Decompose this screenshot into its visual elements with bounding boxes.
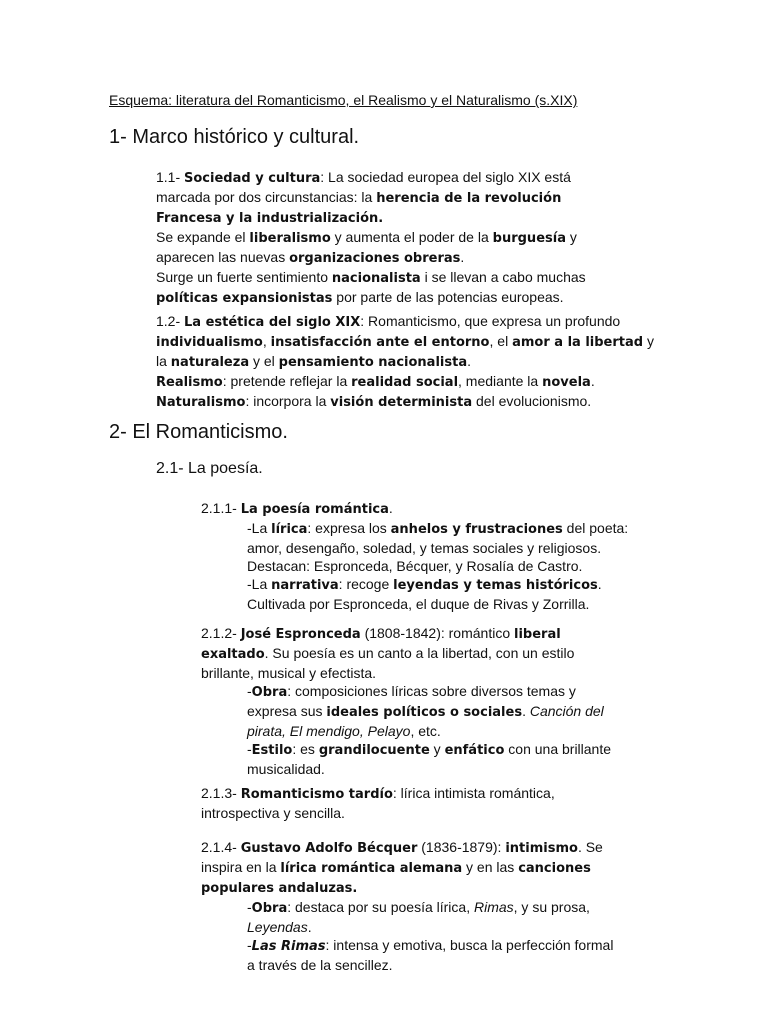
bold-text: Obra xyxy=(251,901,288,916)
bold-text: nacionalista xyxy=(331,271,421,286)
bold-text: lírica romántica alemana xyxy=(280,861,463,876)
bold-text: organizaciones obreras xyxy=(289,251,461,266)
text-line xyxy=(201,557,628,575)
text-line xyxy=(201,784,555,804)
text-span: - xyxy=(247,683,252,699)
text-span: , etc. xyxy=(410,723,441,739)
text-span: : destaca por su poesía lírica, xyxy=(287,899,474,915)
bold-text: Estilo xyxy=(251,743,293,758)
bold-text: Gustavo Adolfo Bécquer xyxy=(240,841,418,856)
bold-text: herencia de la revolución xyxy=(376,191,562,206)
text-line xyxy=(201,702,611,722)
bold-text: La poesía romántica xyxy=(240,502,389,517)
text-span: del poeta: xyxy=(562,520,629,536)
text-line xyxy=(156,168,586,188)
text-span: . xyxy=(522,703,530,719)
text-span: : expresa los xyxy=(307,520,391,536)
text-span: (1836-1879): xyxy=(417,839,506,855)
text-span: : intensa y emotiva, busca la perfección formal xyxy=(325,937,614,953)
text-span: la xyxy=(156,353,171,369)
text-span: con una brillante xyxy=(504,741,612,757)
bold-text: leyendas y temas históricos xyxy=(393,578,598,593)
italic-text: Leyendas xyxy=(247,919,308,935)
bold-text: burguesía xyxy=(492,231,566,246)
text-line xyxy=(201,664,611,682)
bold-text: exaltado xyxy=(201,647,265,662)
text-line xyxy=(156,268,586,288)
text-span: -La xyxy=(247,576,272,592)
text-span: . Su poesía es un canto a la libertad, con un estilo xyxy=(264,645,575,661)
section-1-2-paragraph xyxy=(156,312,654,412)
text-span: . xyxy=(460,249,465,265)
text-span: -La xyxy=(247,520,272,536)
text-line xyxy=(156,392,654,412)
text-line xyxy=(201,918,613,936)
text-span: y xyxy=(429,741,445,757)
text-line xyxy=(156,208,586,228)
text-line xyxy=(201,898,613,918)
text-line xyxy=(201,858,613,878)
bold-text: canciones xyxy=(518,861,591,876)
bold-text: novela xyxy=(542,375,591,390)
italic-text: pirata, El mendigo, Pelayo xyxy=(247,723,411,739)
text-span: , y su prosa, xyxy=(513,899,590,915)
text-span: , mediante la xyxy=(458,373,543,389)
bold-text: liberalismo xyxy=(249,231,331,246)
text-line xyxy=(201,956,613,974)
italic-text: Canción del xyxy=(529,703,604,719)
text-span: : La sociedad europea del siglo XIX está xyxy=(320,169,571,185)
text-span: Surge un fuerte sentimiento xyxy=(156,269,332,285)
bold-italic-text: Las Rimas xyxy=(251,939,326,954)
text-line xyxy=(201,644,611,664)
bold-text: realidad social xyxy=(351,375,459,390)
text-span: . xyxy=(590,373,595,389)
text-span: - xyxy=(247,899,252,915)
text-span: (1808-1842): romántico xyxy=(360,625,514,641)
text-line xyxy=(156,332,654,352)
text-span: : composiciones líricas sobre diversos temas y xyxy=(287,683,576,699)
text-line xyxy=(201,499,628,519)
text-span: , xyxy=(262,333,271,349)
section-2-1-1-paragraph xyxy=(201,499,628,613)
text-line xyxy=(201,936,613,956)
text-span: . xyxy=(388,500,393,516)
text-span: Destacan: Espronceda, Bécquer, y Rosalía de Castro. xyxy=(247,558,583,574)
text-line xyxy=(201,878,613,898)
bold-text: Sociedad y cultura xyxy=(184,171,321,186)
text-span: Se expande el xyxy=(156,229,250,245)
text-line xyxy=(201,539,628,557)
text-span: 2.1.2- xyxy=(201,625,241,641)
text-span: marcada por dos circunstancias: la xyxy=(156,189,377,205)
text-span: : incorpora la xyxy=(245,393,331,409)
text-span: a través de la sencillez. xyxy=(247,957,393,973)
text-line xyxy=(156,188,586,208)
text-span: musicalidad. xyxy=(247,761,325,777)
section-2-heading: 2- El Romanticismo. xyxy=(109,421,288,443)
text-span: y en las xyxy=(462,859,519,875)
text-span: y xyxy=(643,333,654,349)
text-span: . xyxy=(467,353,471,369)
bold-text: Obra xyxy=(251,685,288,700)
text-span: inspira en la xyxy=(201,859,281,875)
section-1-1-paragraph xyxy=(156,168,586,308)
section-1-heading: 1- Marco histórico y cultural. xyxy=(109,126,360,148)
text-span: . Se xyxy=(577,839,603,855)
text-span: brillante, musical y efectista. xyxy=(201,665,377,681)
text-line xyxy=(201,519,628,539)
section-2-1-heading: 2.1- La poesía. xyxy=(156,460,263,477)
text-span: y xyxy=(565,229,577,245)
bold-text: Naturalismo xyxy=(156,395,246,410)
bold-text: pensamiento nacionalista xyxy=(278,355,468,370)
bold-text: visión determinista xyxy=(330,395,473,410)
bold-text: La estética del siglo XIX xyxy=(184,315,361,330)
text-line xyxy=(201,760,611,778)
bold-text: naturaleza xyxy=(170,355,250,370)
text-line xyxy=(201,682,611,702)
text-span: , el xyxy=(489,333,513,349)
bold-text: Realismo xyxy=(156,375,223,390)
text-line xyxy=(156,228,586,248)
text-line xyxy=(201,838,613,858)
text-span: . xyxy=(597,576,602,592)
text-span: del evolucionismo. xyxy=(472,393,592,409)
text-span: : pretende reflejar la xyxy=(222,373,352,389)
bold-text: Romanticismo tardío xyxy=(240,787,393,802)
bold-text: populares andaluzas. xyxy=(201,881,358,896)
text-line xyxy=(156,288,586,308)
bold-text: amor a la libertad xyxy=(512,335,644,350)
bold-text: individualismo xyxy=(156,335,263,350)
text-line xyxy=(156,372,654,392)
text-line xyxy=(201,740,611,760)
bold-text: ideales políticos o sociales xyxy=(326,705,523,720)
text-line xyxy=(201,575,628,595)
text-span: : Romanticismo, que expresa un profundo xyxy=(360,313,621,329)
bold-text: grandilocuente xyxy=(318,743,430,758)
document-title: Esquema: literatura del Romanticismo, el Realismo y el Naturalismo (s.XIX) xyxy=(109,92,578,108)
text-span: : es xyxy=(292,741,319,757)
text-span: i se llevan a cabo muchas xyxy=(420,269,586,285)
text-span: . xyxy=(307,919,312,935)
text-span: 2.1.3- xyxy=(201,785,241,801)
text-line xyxy=(201,624,611,644)
text-span: aparecen las nuevas xyxy=(156,249,290,265)
text-line xyxy=(201,804,555,822)
text-span: 1.2- xyxy=(156,313,185,329)
text-span: 1.1- xyxy=(156,169,185,185)
italic-text: Rimas xyxy=(473,899,514,915)
text-span: y el xyxy=(249,353,279,369)
text-span: por parte de las potencias europeas. xyxy=(332,289,564,305)
bold-text: intimismo xyxy=(505,841,578,856)
section-2-1-2-paragraph xyxy=(201,624,611,778)
text-span: amor, desengaño, soledad, y temas sociales y religiosos. xyxy=(247,540,602,556)
bold-text: políticas expansionistas xyxy=(156,291,333,306)
bold-text: Francesa y la industrialización. xyxy=(156,211,384,226)
bold-text: narrativa xyxy=(271,578,339,593)
section-2-1-3-paragraph xyxy=(201,784,555,822)
bold-text: José Espronceda xyxy=(240,627,361,642)
text-span: : lírica intimista romántica, xyxy=(392,785,555,801)
text-span: 2.1.4- xyxy=(201,839,241,855)
text-span: - xyxy=(247,741,252,757)
text-span: expresa sus xyxy=(247,703,327,719)
text-span: : recoge xyxy=(338,576,394,592)
bold-text: liberal xyxy=(514,627,561,642)
text-line xyxy=(156,248,586,268)
bold-text: lírica xyxy=(271,522,308,537)
text-span: introspectiva y sencilla. xyxy=(201,805,345,821)
text-span: Cultivada por Espronceda, el duque de Rivas y Zorrilla. xyxy=(247,596,590,612)
text-span: y aumenta el poder de la xyxy=(330,229,493,245)
text-span: 2.1.1- xyxy=(201,500,241,516)
text-line xyxy=(156,312,654,332)
bold-text: insatisfacción ante el entorno xyxy=(270,335,490,350)
bold-text: enfático xyxy=(444,743,505,758)
section-2-1-4-paragraph xyxy=(201,838,613,974)
bold-text: anhelos y frustraciones xyxy=(390,522,563,537)
text-span: - xyxy=(247,937,252,953)
text-line xyxy=(201,595,628,613)
text-line xyxy=(156,352,654,372)
text-line xyxy=(201,722,611,740)
